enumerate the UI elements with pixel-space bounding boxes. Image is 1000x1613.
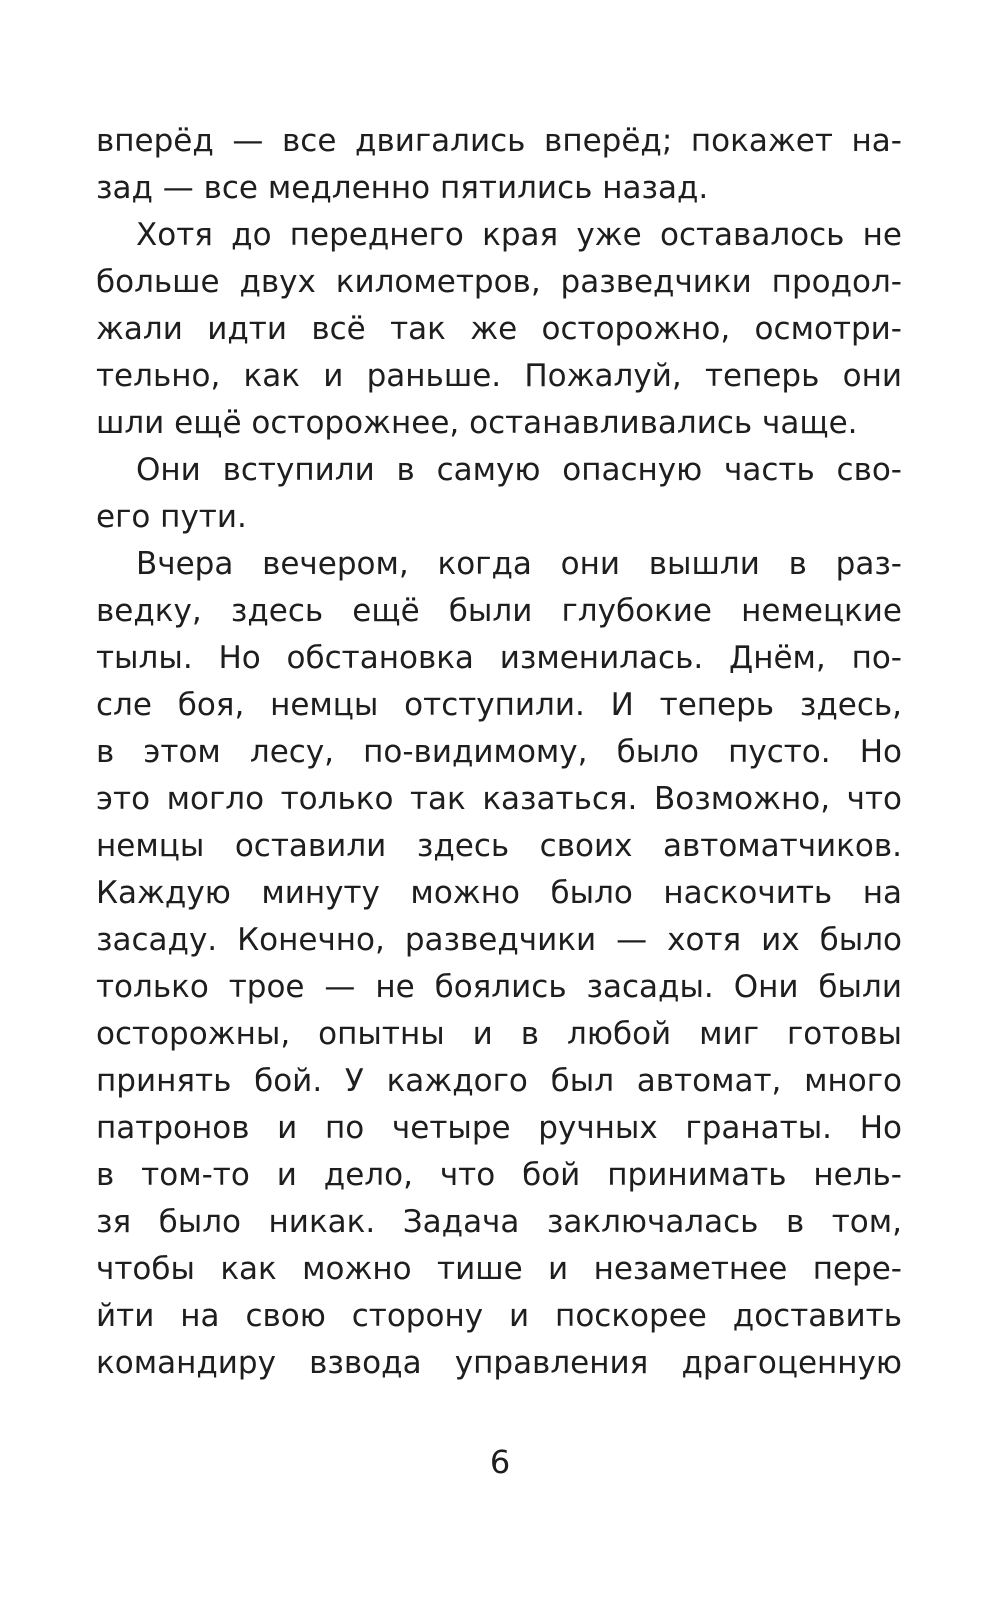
text-line: немцы оставили здесь своих автоматчиков. <box>96 828 902 864</box>
text-line: вперёд — все двигались вперёд; покажет на- <box>96 123 902 159</box>
text-line: ведку, здесь ещё были глубокие немецкие <box>96 593 902 629</box>
text-line: Вчера вечером, когда они вышли в раз- <box>136 546 902 582</box>
text-line: Они вступили в самую опасную часть сво- <box>136 452 902 488</box>
page-number: 6 <box>489 1443 511 1481</box>
text-line: только трое — не боялись засады. Они были <box>96 969 902 1005</box>
text-line: его пути. <box>96 499 247 535</box>
text-line: йти на свою сторону и поскорее доставить <box>96 1298 902 1334</box>
text-line: сле боя, немцы отступили. И теперь здесь, <box>96 687 902 723</box>
text-line: тельно, как и раньше. Пожалуй, теперь они <box>96 358 902 394</box>
text-line: осторожны, опытны и в любой миг готовы <box>96 1016 902 1052</box>
book-page-text <box>96 118 902 1387</box>
text-line: это могло только так казаться. Возможно, что <box>96 781 902 817</box>
text-line: командиру взвода управления драгоценную <box>96 1345 902 1381</box>
text-line: больше двух километров, разведчики продол- <box>96 264 902 300</box>
text-line: зя было никак. Задача заключалась в том, <box>96 1204 902 1240</box>
text-line: принять бой. У каждого был автомат, много <box>96 1063 902 1099</box>
text-line: Каждую минуту можно было наскочить на <box>96 875 902 911</box>
text-line: в этом лесу, по-видимому, было пусто. Но <box>96 734 902 770</box>
text-line: зад — все медленно пятились назад. <box>96 170 709 206</box>
text-line: Хотя до переднего края уже оставалось не <box>136 217 902 253</box>
text-line: чтобы как можно тише и незаметнее пере- <box>96 1251 902 1287</box>
text-line: патронов и по четыре ручных гранаты. Но <box>96 1110 902 1146</box>
text-line: тылы. Но обстановка изменилась. Днём, по- <box>96 640 902 676</box>
text-line: жали идти всё так же осторожно, осмотри- <box>96 311 902 347</box>
text-line: засаду. Конечно, разведчики — хотя их было <box>96 922 902 958</box>
text-line: шли ещё осторожнее, останавливались чаще. <box>96 405 858 441</box>
text-line: в том-то и дело, что бой принимать нель- <box>96 1157 902 1193</box>
